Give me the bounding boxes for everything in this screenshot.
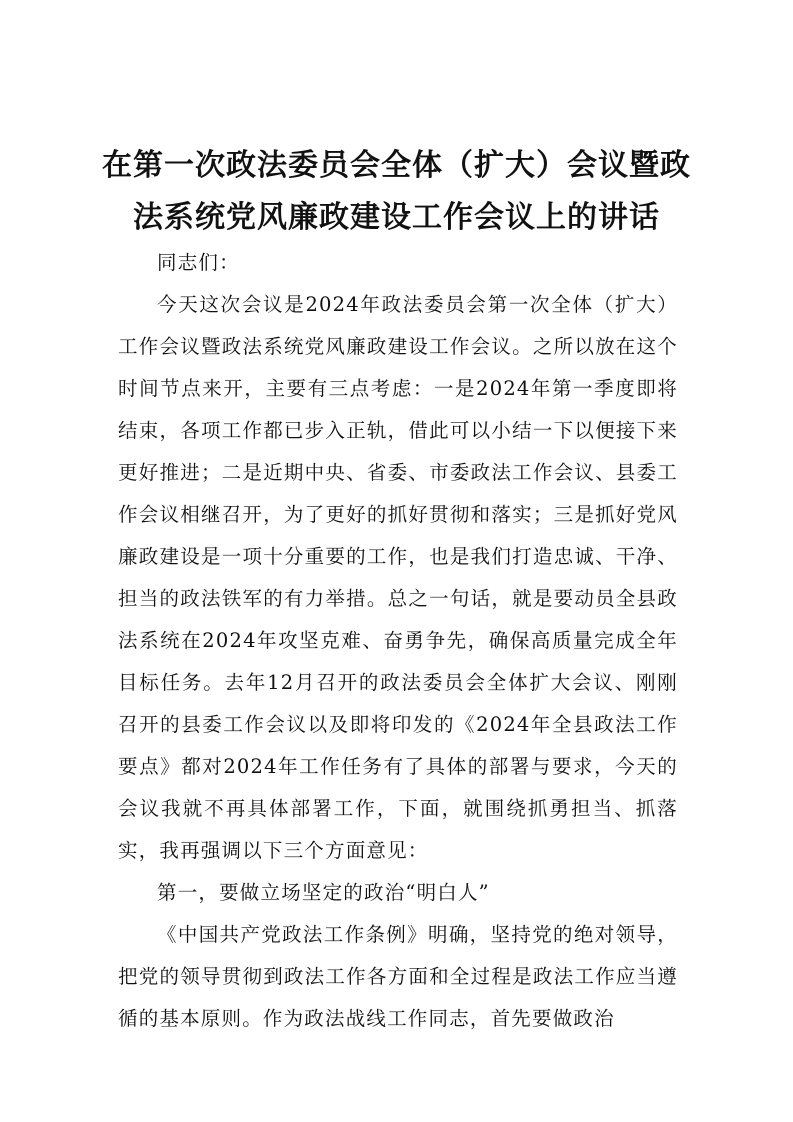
title-line-1: 在第一次政法委员会全体（扩大）会议暨政 [102,148,691,184]
paragraph-section-1: 《中国共产党政法工作条例》明确，坚持党的绝对领导，把党的领导贯彻到政法工作各方面和全过程是政法工作应当遵循的基本原则。作为政法战线工作同志，首先要做政治 [118,923,678,1030]
section-heading-1: 第一，要做立场坚定的政治“明白人” [157,881,490,904]
salutation: 同志们： [157,251,240,274]
document-body [118,242,678,1040]
paragraph-intro: 今天这次会议是2024年政法委员会第一次全体（扩大）工作会议暨政法系统党风廉政建设工作会议。之所以放在这个时间节点来开，主要有三点考虑：一是2024年第一季度即将结束，各项工作都已步入正轨，借此可以小结一下以便接下来更好推进；二是近期中央、省委、市委政法工作会议、县委工作会议相继召开，为了更好的抓好贯彻和落实；三是抓好党风廉政建设是一项十分重要的工作，也是我们打造忠诚、干净、担当的政法铁军的有力举措。总之一句话，就是要动员全县政法系统在2024年攻坚克难、奋勇争先，确保高质量完成全年目标任务。去年12月召开的政法委员会全体扩大会议、刚刚召开的县委工作会议以及即将印发的《2024年全县政法工作要点》都对2024年工作任务有了具体的部署与要求，今天的会议我就不再具体部署工作，下面，就围绕抓勇担当、抓落实，我再强调以下三个方面意见： [118,293,678,862]
document-title [100,140,693,244]
title-line-2: 法系统党风廉政建设工作会议上的讲话 [133,200,660,236]
